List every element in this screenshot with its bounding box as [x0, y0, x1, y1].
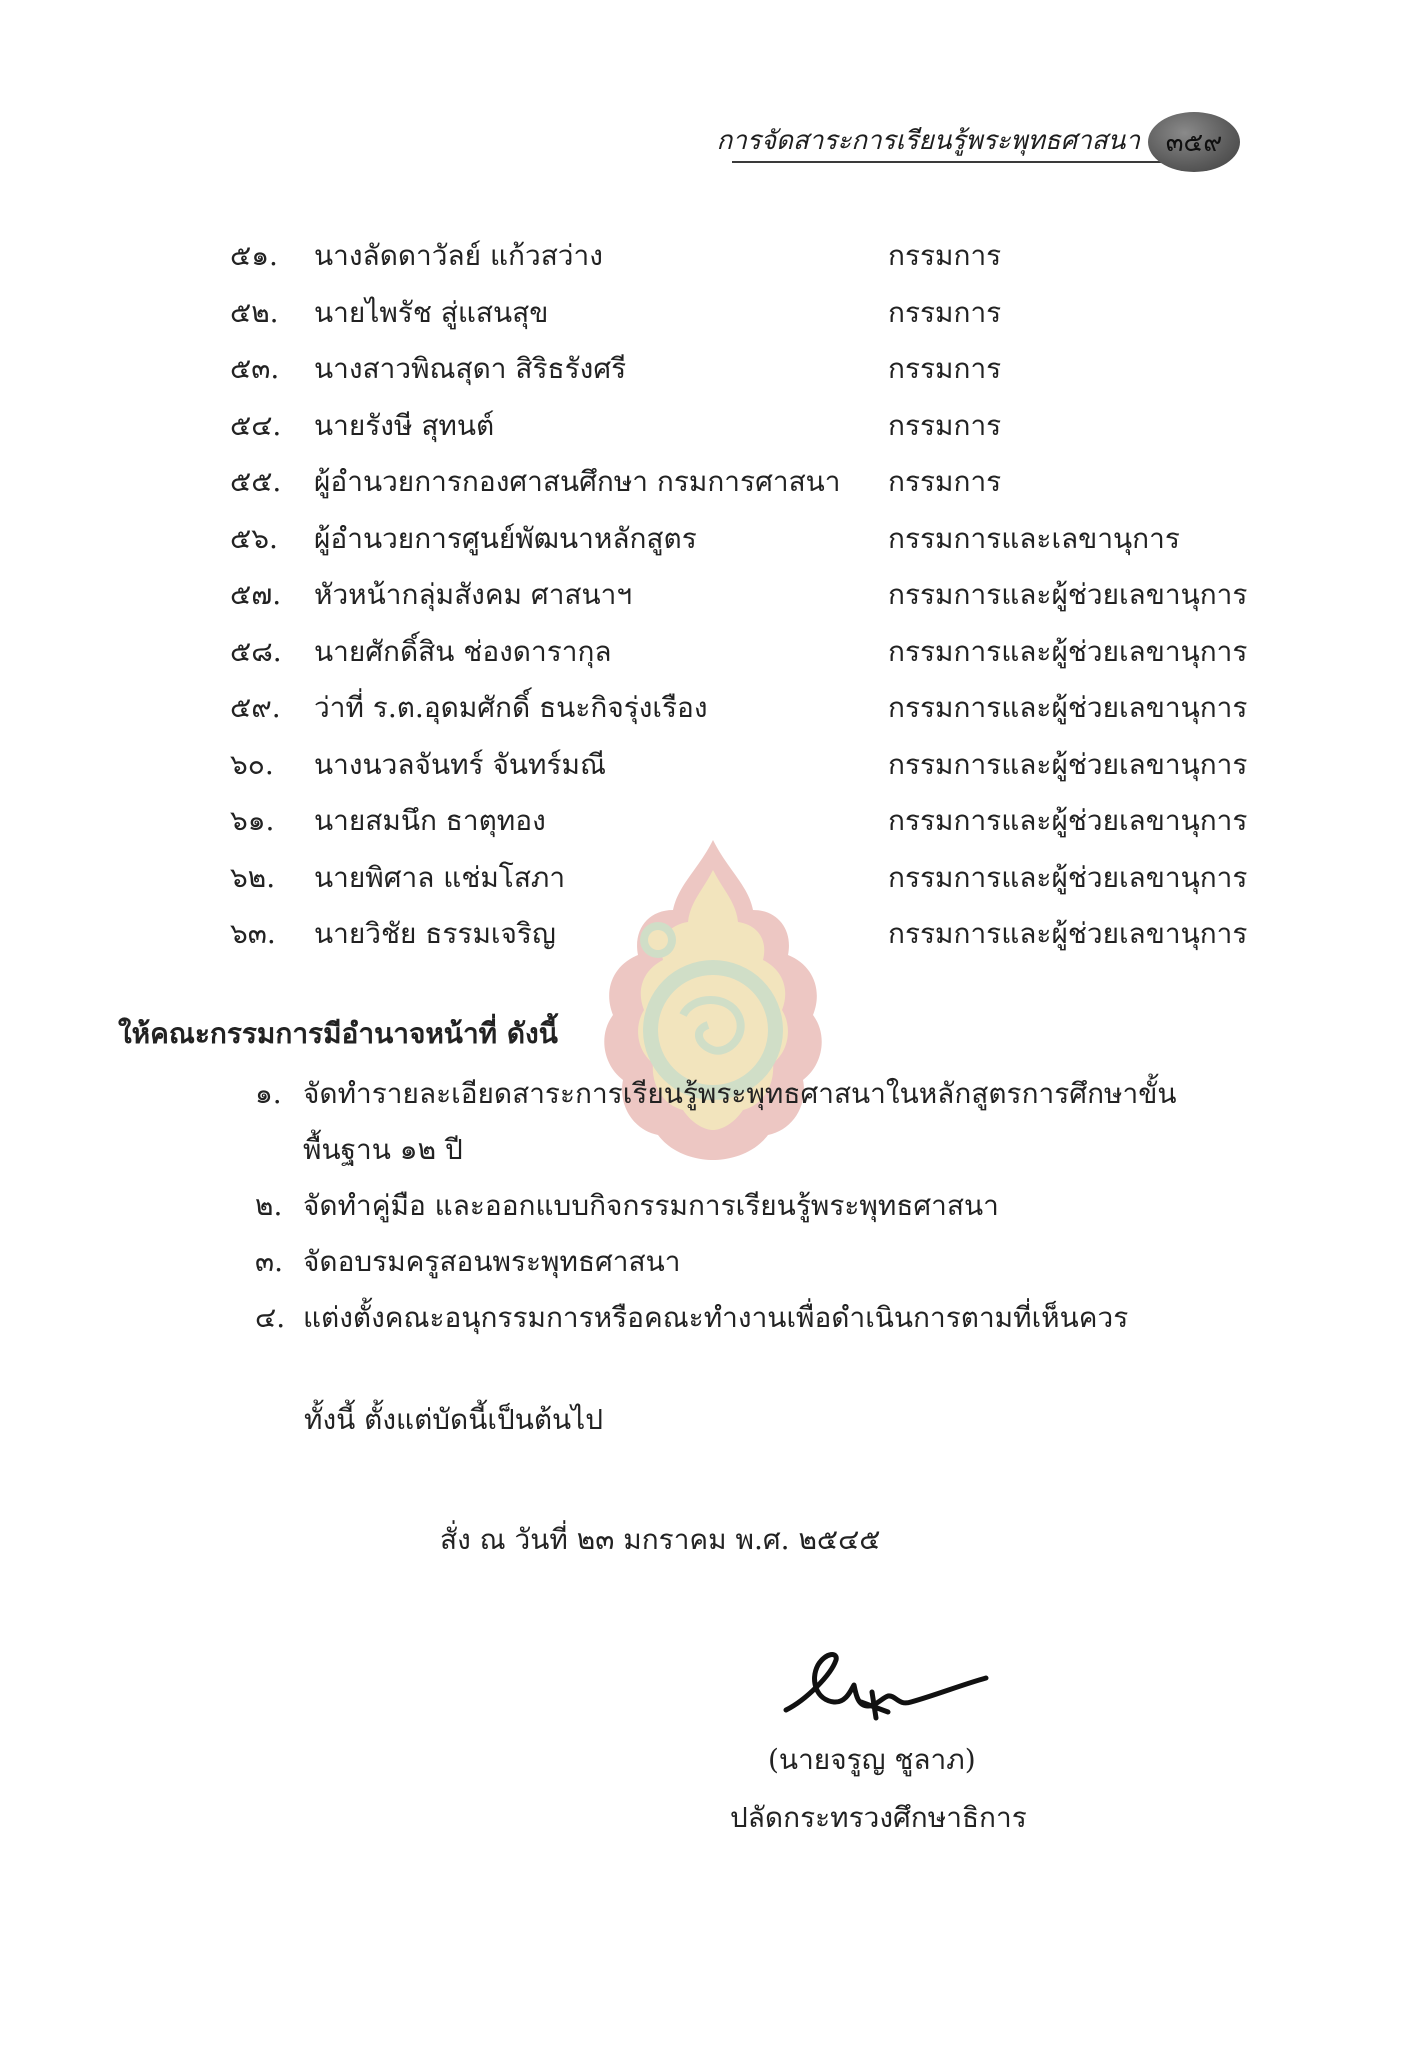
member-number: ๖๒.	[230, 860, 276, 894]
member-role: กรรมการและผู้ช่วยเลขานุการ	[888, 917, 1248, 950]
member-row	[230, 737, 1260, 794]
member-role: กรรมการและเลขานุการ	[888, 521, 1180, 555]
duty-number: ๒.	[255, 1189, 283, 1222]
member-role: กรรมการและผู้ช่วยเลขานุการ	[888, 804, 1248, 837]
duty-text: จัดอบรมครูสอนพระพุทธศาสนา	[303, 1245, 681, 1278]
member-row	[230, 567, 1260, 624]
member-number: ๖๐.	[230, 747, 274, 781]
member-name: ผู้อำนวยการกองศาสนศึกษา กรมการศาสนา	[314, 465, 841, 498]
member-number: ๖๓.	[230, 917, 276, 950]
member-row	[230, 680, 1260, 737]
page-number-badge	[1148, 112, 1240, 172]
member-number: ๕๑.	[230, 239, 278, 272]
duty-item	[255, 1066, 1245, 1178]
member-number: ๕๒.	[230, 295, 279, 329]
member-row	[230, 511, 1260, 568]
header-title: การจัดสาระการเรียนรู้พระพุทธศาสนา	[716, 126, 1140, 156]
member-number: ๕๔.	[230, 408, 282, 442]
member-row	[230, 624, 1260, 681]
member-name: หัวหน้ากลุ่มสังคม ศาสนาฯ	[314, 578, 633, 611]
duty-item	[255, 1290, 1245, 1346]
signature-icon	[776, 1640, 996, 1730]
member-row	[230, 285, 1260, 342]
member-row	[230, 793, 1260, 850]
member-role: กรรมการ	[888, 408, 1002, 442]
member-name: นางสาวพิณสุดา สิริธรังศรี	[314, 352, 627, 385]
effective-statement: ทั้งนี้ ตั้งแต่บัดนี้เป็นต้นไป	[304, 1403, 604, 1436]
duties-heading: ให้คณะกรรมการมีอำนาจหน้าที่ ดังนี้	[118, 1017, 558, 1050]
member-row	[230, 454, 1260, 511]
member-role: กรรมการและผู้ช่วยเลขานุการ	[888, 860, 1248, 894]
member-role: กรรมการและผู้ช่วยเลขานุการ	[888, 634, 1248, 668]
member-name: นายวิชัย ธรรมเจริญ	[314, 917, 556, 950]
duty-number: ๓.	[255, 1245, 284, 1278]
member-name: นางลัดดาวัลย์ แก้วสว่าง	[314, 239, 603, 272]
member-row	[230, 850, 1260, 907]
member-number: ๖๑.	[230, 804, 275, 837]
member-row	[230, 228, 1260, 285]
member-role: กรรมการและผู้ช่วยเลขานุการ	[888, 691, 1248, 724]
header-divider	[732, 161, 1180, 163]
member-name: นางนวลจันทร์ จันทร์มณี	[314, 747, 606, 781]
duty-text: จัดทำคู่มือ และออกแบบกิจกรรมการเรียนรู้พระพุทธศาสนา	[303, 1189, 999, 1222]
member-name: นายสมนึก ธาตุทอง	[314, 804, 546, 837]
member-number: ๕๘.	[230, 634, 282, 668]
member-name: นายไพรัช สู่แสนสุข	[314, 295, 549, 329]
member-row	[230, 341, 1260, 398]
member-number: ๕๖.	[230, 521, 278, 555]
member-role: กรรมการ	[888, 239, 1002, 272]
member-name: นายรังษี สุทนต์	[314, 408, 495, 442]
member-number: ๕๕.	[230, 465, 282, 498]
member-role: กรรมการ	[888, 465, 1002, 498]
member-number: ๕๓.	[230, 352, 280, 385]
signer-name: (นายจรูญ ชูลาภ)	[768, 1743, 976, 1776]
duty-item	[255, 1234, 1245, 1290]
member-number: ๕๙.	[230, 691, 281, 724]
member-name: นายศักดิ์สิน ช่องดารากุล	[314, 634, 612, 668]
member-name: นายพิศาล แช่มโสภา	[314, 860, 566, 894]
duty-text: จัดทำรายละเอียดสาระการเรียนรู้พระพุทธศาสนาในหลักสูตรการศึกษาขั้น	[303, 1077, 1177, 1110]
member-name: ว่าที่ ร.ต.อุดมศักดิ์ ธนะกิจรุ่งเรือง	[314, 691, 708, 724]
member-role: กรรมการและผู้ช่วยเลขานุการ	[888, 578, 1248, 611]
member-role: กรรมการ	[888, 295, 1002, 329]
member-role: กรรมการและผู้ช่วยเลขานุการ	[888, 747, 1248, 781]
page-header	[716, 112, 1240, 172]
duty-number: ๔.	[255, 1301, 286, 1334]
member-row	[230, 398, 1260, 455]
member-name: ผู้อำนวยการศูนย์พัฒนาหลักสูตร	[314, 521, 697, 555]
committee-member-list	[230, 228, 1260, 963]
member-number: ๕๗.	[230, 578, 282, 611]
page-number: ๓๕๙	[1165, 127, 1223, 158]
signer-title: ปลัดกระทรวงศึกษาธิการ	[730, 1801, 1027, 1834]
duty-text: แต่งตั้งคณะอนุกรรมการหรือคณะทำงานเพื่อดำเนินการตามที่เห็นควร	[303, 1301, 1129, 1334]
duty-text-continuation: พื้นฐาน ๑๒ ปี	[303, 1133, 463, 1166]
member-role: กรรมการ	[888, 352, 1002, 385]
order-date: สั่ง ณ วันที่ ๒๓ มกราคม พ.ศ. ๒๕๔๕	[440, 1523, 881, 1556]
duty-number: ๑.	[255, 1077, 282, 1110]
member-row	[230, 906, 1260, 963]
duty-item	[255, 1178, 1245, 1234]
duties-list	[255, 1066, 1245, 1346]
